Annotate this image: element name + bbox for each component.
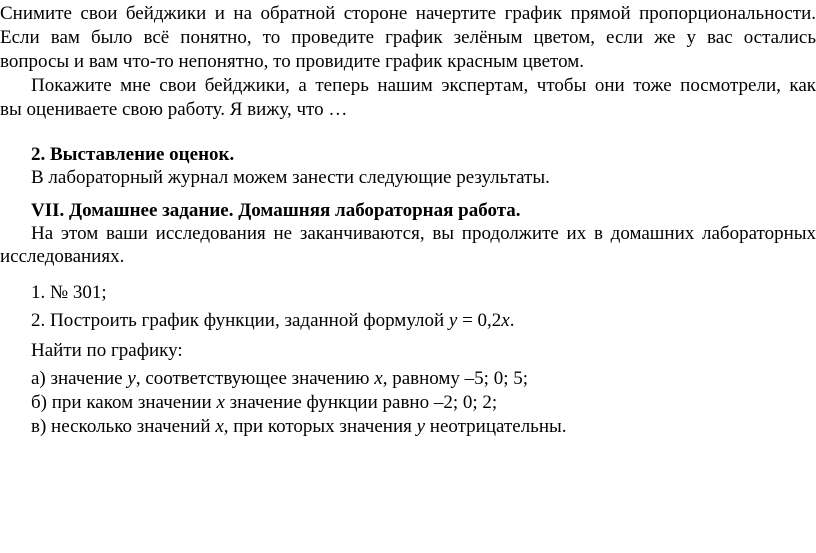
subtask-b-end: значение функции равно –2; 0; 2; — [224, 392, 498, 413]
subtask-c-mid: , при которых значения — [223, 416, 417, 437]
paragraph2-line1: Покажите мне свои бейджики, а теперь нашим экспертам, чтобы они тоже посмотрели, как — [31, 75, 816, 96]
section7-line1: На этом ваши исследования не заканчиваются, вы продолжите их в домашних лабораторных — [31, 223, 816, 244]
find-by-graph: Найти по графику: — [31, 340, 183, 361]
section2-text: В лабораторный журнал можем занести следующие результаты. — [31, 167, 550, 188]
variable-x: x — [501, 310, 510, 331]
subtask-a — [31, 368, 528, 390]
task-2-text: 2. Построить график функции, заданной формулой — [31, 310, 449, 331]
subtask-b — [31, 392, 497, 414]
variable-y: y — [416, 416, 426, 437]
paragraph2-line2: вы оцениваете свою работу. Я вижу, что … — [0, 99, 348, 120]
variable-x: x — [216, 392, 225, 413]
subtask-c-end: неотрицательны. — [425, 416, 567, 437]
task-1: 1. № 301; — [31, 282, 107, 303]
paragraph1-line2: Если вам было всё понятно, то проведите график зелёным цветом, если же у вас остались — [0, 27, 816, 48]
section2-heading: 2. Выставление оценок. — [31, 144, 235, 165]
subtask-a-mid: , соответствующее значению — [135, 368, 375, 389]
task-2-equation: = 0,2 — [457, 310, 502, 331]
section7-line2: исследованиях. — [0, 246, 125, 267]
task-2 — [31, 310, 514, 332]
task-2-end: . — [509, 310, 515, 331]
variable-x: x — [215, 416, 224, 437]
paragraph1-line1: Снимите свои бейджики и на обратной стороне начертите график прямой пропорциональности. — [0, 3, 816, 24]
subtask-b-prefix: б) при каком значении — [31, 392, 217, 413]
subtask-a-prefix: а) значение — [31, 368, 128, 389]
subtask-a-end: , равному –5; 0; 5; — [382, 368, 529, 389]
subtask-c — [31, 416, 567, 438]
paragraph1-line3: вопросы и вам что-то непонятно, то провидите график красным цветом. — [0, 51, 585, 72]
variable-x: x — [374, 368, 383, 389]
variable-y: y — [448, 310, 458, 331]
variable-y: y — [127, 368, 136, 389]
subtask-c-prefix: в) несколько значений — [31, 416, 216, 437]
section7-heading: VII. Домашнее задание. Домашняя лабораторная работа. — [31, 200, 521, 221]
